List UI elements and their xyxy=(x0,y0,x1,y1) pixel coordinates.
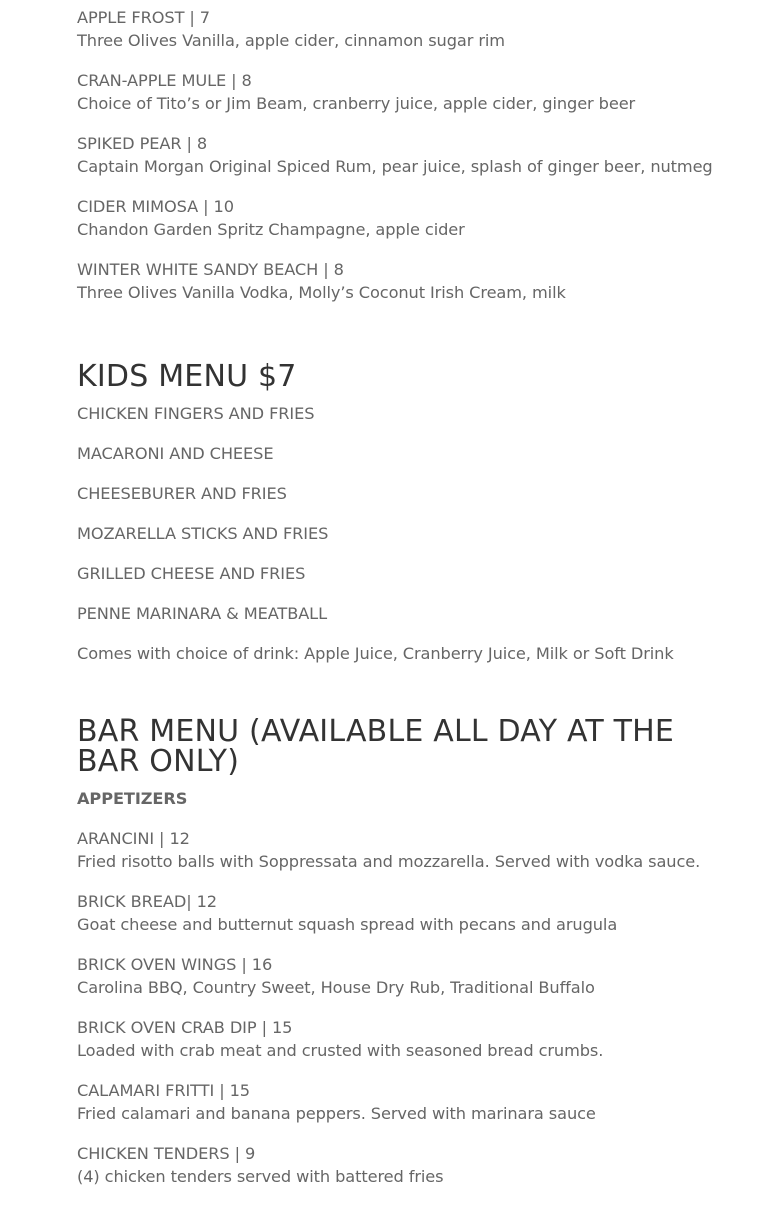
item-description: Loaded with crab meat and crusted with seasoned bread crumbs. xyxy=(77,1041,604,1060)
menu-item xyxy=(77,195,697,241)
item-description: Choice of Tito’s or Jim Beam, cranberry juice, apple cider, ginger beer xyxy=(77,94,636,113)
menu-item xyxy=(77,258,697,304)
item-name: CHICKEN TENDERS | 9 xyxy=(77,1144,256,1163)
kids-menu-item: CHICKEN FINGERS AND FRIES xyxy=(77,404,315,423)
menu-item xyxy=(77,69,697,115)
item-name: APPLE FROST | 7 xyxy=(77,8,210,27)
item-description: Chandon Garden Spritz Champagne, apple cider xyxy=(77,220,465,239)
kids-menu-note: Comes with choice of drink: Apple Juice, Cranberry Juice, Milk or Soft Drink xyxy=(77,644,674,663)
kids-menu-item: MOZARELLA STICKS AND FRIES xyxy=(77,524,329,543)
item-name: ARANCINI | 12 xyxy=(77,829,190,848)
item-name: BRICK OVEN WINGS | 16 xyxy=(77,955,273,974)
item-description: Captain Morgan Original Spiced Rum, pear juice, splash of ginger beer, nutmeg xyxy=(77,157,713,176)
menu-page xyxy=(77,6,713,1205)
menu-item xyxy=(77,827,701,873)
menu-item xyxy=(77,6,697,52)
section-title: KIDS MENU $7 xyxy=(77,359,297,394)
item-description: (4) chicken tenders served with battered fries xyxy=(77,1167,444,1186)
item-name: BRICK OVEN CRAB DIP | 15 xyxy=(77,1018,293,1037)
menu-item xyxy=(77,1142,697,1188)
kids-menu-item: PENNE MARINARA & MEATBALL xyxy=(77,604,328,623)
kids-menu-item: GRILLED CHEESE AND FRIES xyxy=(77,564,306,583)
item-name: CIDER MIMOSA | 10 xyxy=(77,197,234,216)
item-name: CALAMARI FRITTI | 15 xyxy=(77,1081,250,1100)
item-name: CRAN-APPLE MULE | 8 xyxy=(77,71,252,90)
item-description: Carolina BBQ, Country Sweet, House Dry Rub, Traditional Buffalo xyxy=(77,978,595,997)
item-description: Fried calamari and banana peppers. Served with marinara sauce xyxy=(77,1104,596,1123)
bar-menu-section xyxy=(77,714,701,1188)
kids-menu-item: MACARONI AND CHEESE xyxy=(77,444,274,463)
item-name: BRICK BREAD| 12 xyxy=(77,892,218,911)
item-description: Three Olives Vanilla Vodka, Molly’s Coconut Irish Cream, milk xyxy=(77,283,566,302)
menu-item xyxy=(77,953,697,999)
item-description: Three Olives Vanilla, apple cider, cinnamon sugar rim xyxy=(77,31,505,50)
subheading: APPETIZERS xyxy=(77,789,188,808)
item-name: SPIKED PEAR | 8 xyxy=(77,134,208,153)
menu-item xyxy=(77,890,697,936)
item-description: Goat cheese and butternut squash spread with pecans and arugula xyxy=(77,915,618,934)
cocktail-list xyxy=(77,6,713,304)
kids-menu-item: CHEESEBURER AND FRIES xyxy=(77,484,287,503)
item-description: Fried risotto balls with Soppressata and mozzarella. Served with vodka sauce. xyxy=(77,852,701,871)
item-name: WINTER WHITE SANDY BEACH | 8 xyxy=(77,260,344,279)
kids-menu-section xyxy=(77,359,697,665)
menu-item xyxy=(77,1079,697,1125)
section-title: BAR MENU (AVAILABLE ALL DAY AT THE BAR ONLY) xyxy=(77,714,675,779)
menu-item xyxy=(77,1016,697,1062)
menu-item xyxy=(77,132,713,178)
